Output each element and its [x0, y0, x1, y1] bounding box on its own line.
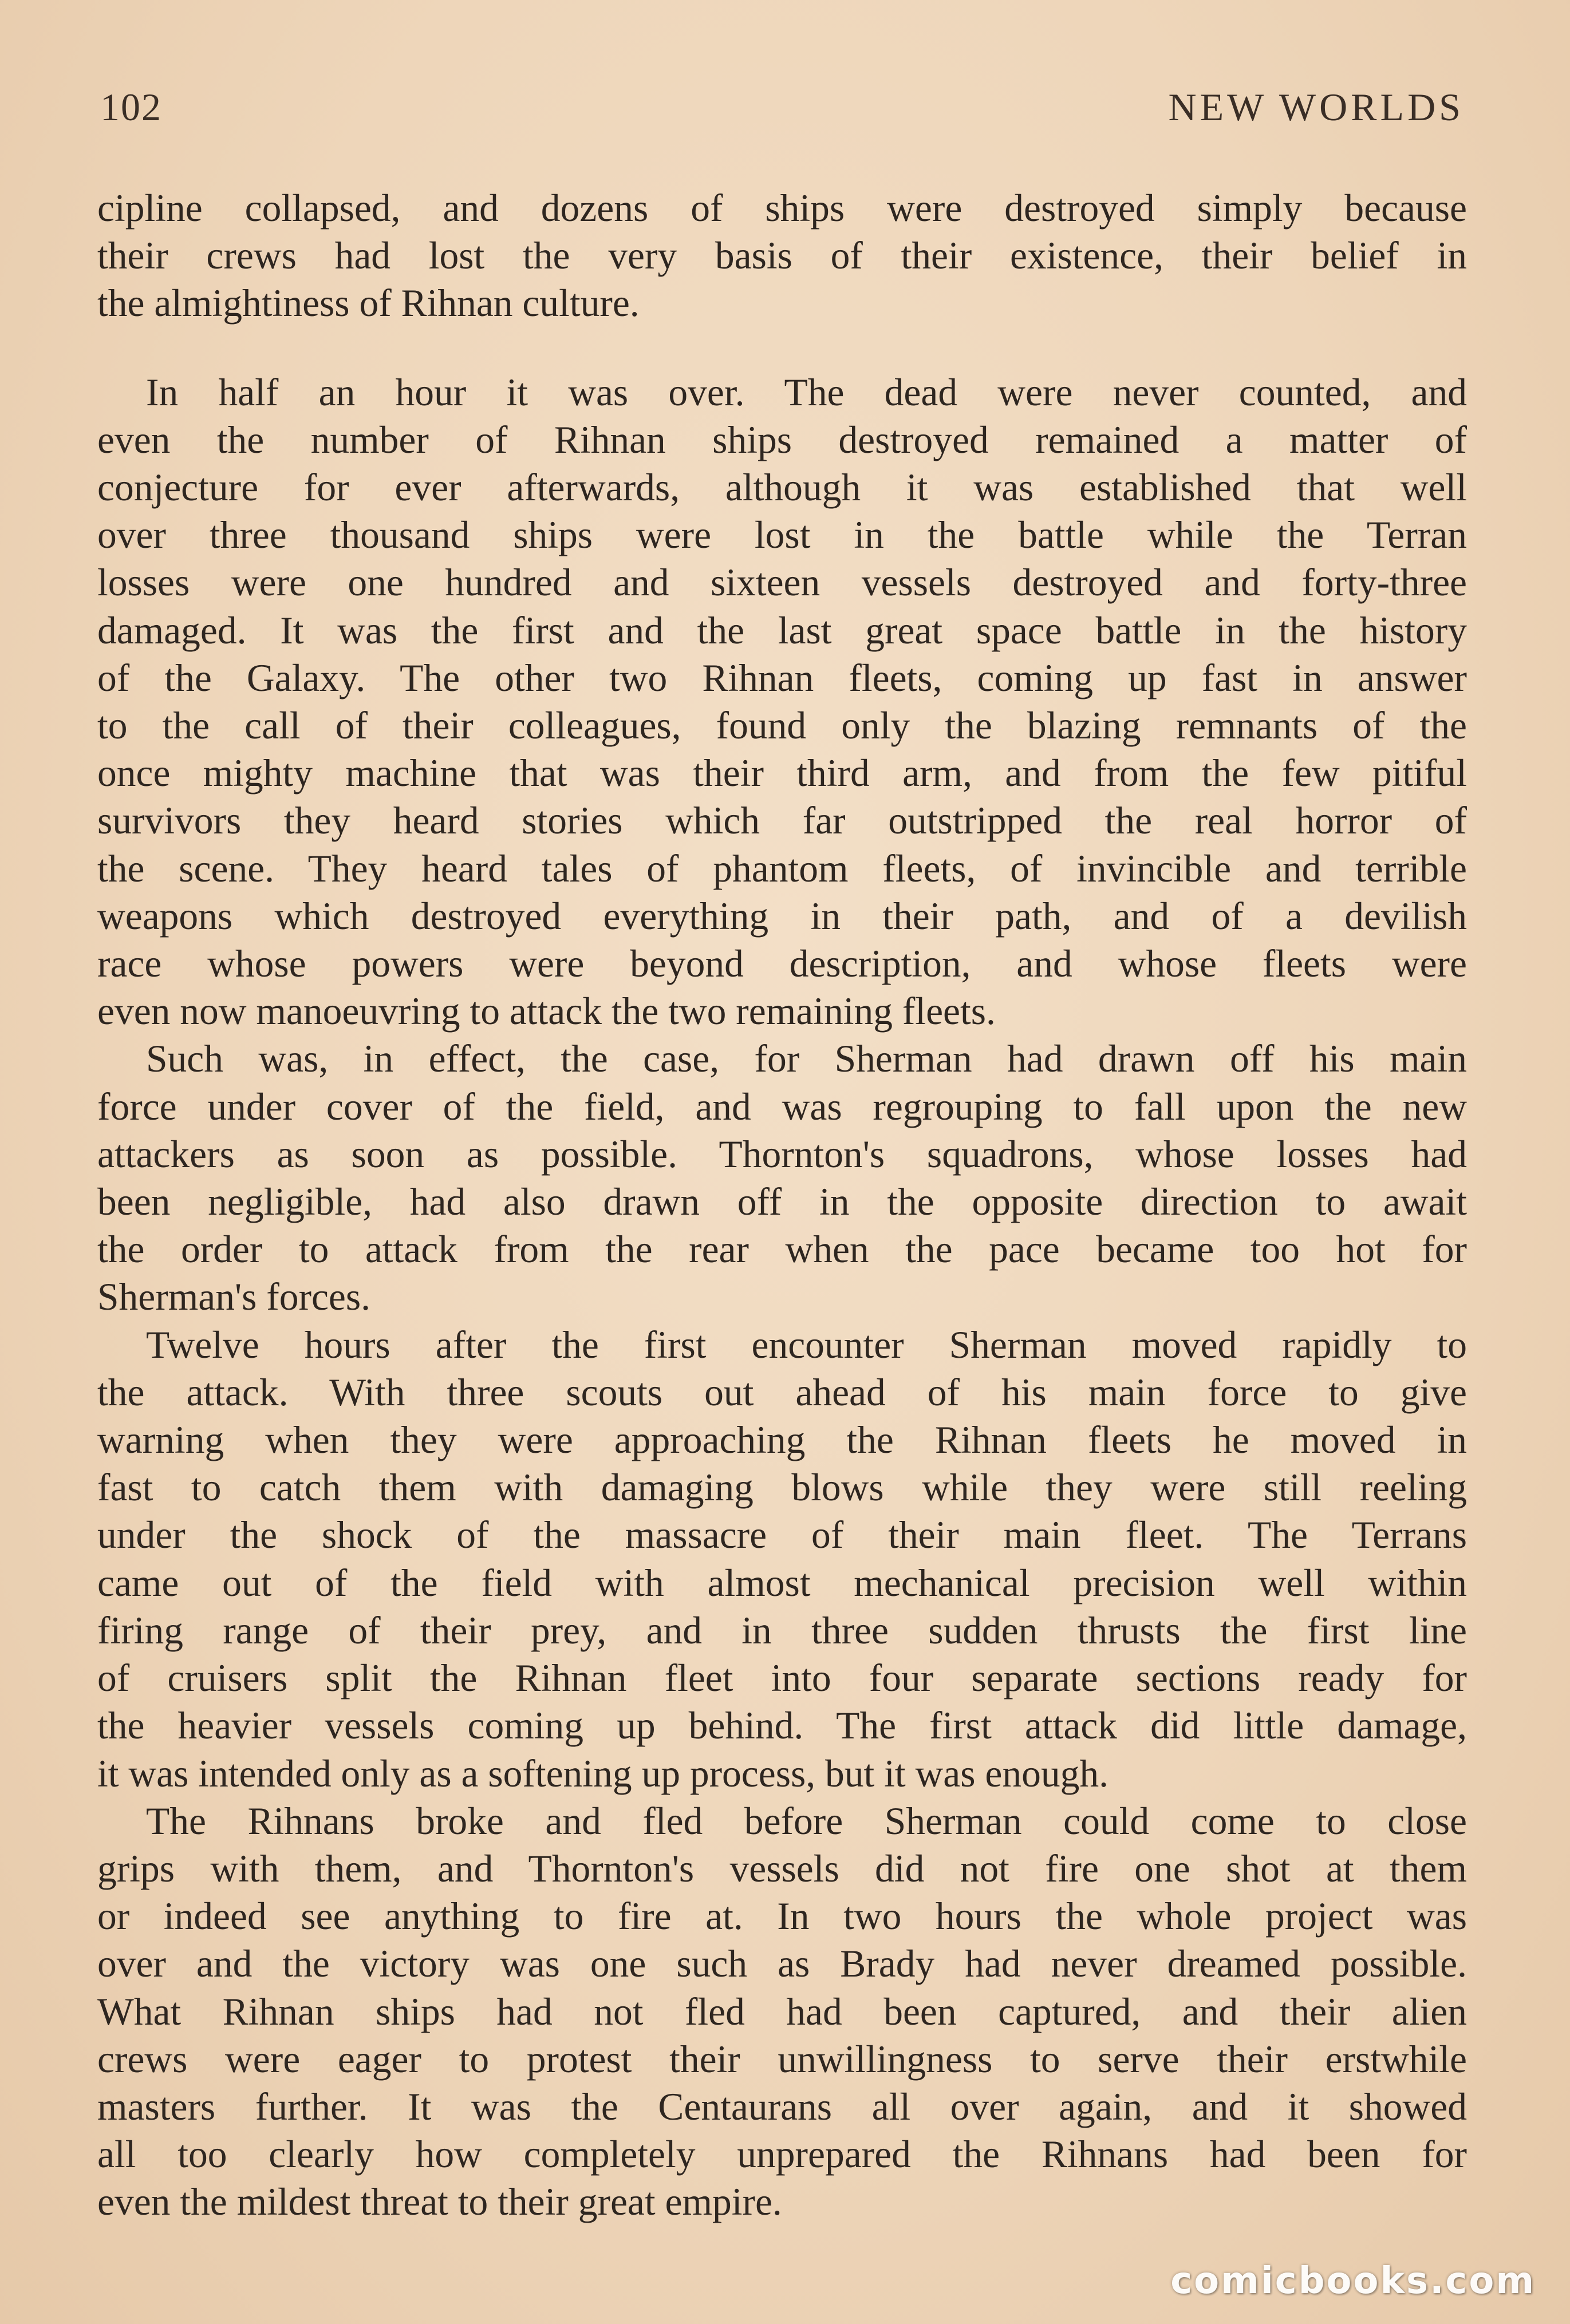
text-line: What Rihnan ships had not fled had been captured, and their alien — [97, 1990, 1467, 2033]
text-line: of the Galaxy. The other two Rihnan fleets, coming up fast in answer — [97, 656, 1467, 699]
paragraph — [97, 369, 1467, 1035]
text-line: firing range of their prey, and in three sudden thrusts the first line — [97, 1608, 1467, 1652]
text-line: came out of the field with almost mechanical precision well within — [97, 1561, 1467, 1604]
paragraph — [97, 1797, 1467, 2226]
text-line: grips with them, and Thornton's vessels did not fire one shot at them — [97, 1847, 1467, 1890]
text-line: once mighty machine that was their third arm, and from the few pitiful — [97, 752, 1467, 795]
page-number: 102 — [100, 85, 162, 129]
site-watermark: comicbooks.com — [1170, 2260, 1536, 2302]
text-line: Such was, in effect, the case, for Sherman had drawn off his main — [146, 1037, 1467, 1081]
text-line: the heavier vessels coming up behind. The first attack did little damage, — [97, 1704, 1467, 1748]
text-line: weapons which destroyed everything in their path, and of a devilish — [97, 894, 1467, 938]
text-line: of cruisers split the Rihnan fleet into four separate sections ready for — [97, 1657, 1467, 1700]
text-line: the scene. They heard tales of phantom fleets, of invincible and terrible — [97, 847, 1467, 890]
text-line: In half an hour it was over. The dead were never counted, and — [146, 370, 1467, 414]
text-line: damaged. It was the first and the last great space battle in the history — [97, 608, 1467, 652]
text-line: it was intended only as a softening up process, but it was enough. — [97, 1752, 1109, 1795]
text-line: The Rihnans broke and fled before Sherman could come to close — [146, 1799, 1467, 1843]
page-header — [100, 85, 1464, 148]
text-line: survivors they heard stories which far outstripped the real horror of — [97, 799, 1467, 843]
body-text — [97, 184, 1467, 2226]
paragraph — [97, 1321, 1467, 1797]
text-line: Sherman's forces. — [97, 1275, 371, 1319]
text-line: losses were one hundred and sixteen vessels destroyed and forty-three — [97, 561, 1467, 604]
text-line: fast to catch them with damaging blows while they were still reeling — [97, 1466, 1467, 1509]
text-line: force under cover of the field, and was regrouping to fall upon the new — [97, 1085, 1467, 1128]
text-line: to the call of their colleagues, found only the blazing remnants of the — [97, 704, 1467, 748]
text-line: crews were eager to protest their unwillingness to serve their erstwhile — [97, 2037, 1467, 2081]
text-line: their crews had lost the very basis of their existence, their belief in — [97, 234, 1467, 278]
text-line: the almightiness of Rihnan culture. — [97, 282, 640, 325]
text-line: attackers as soon as possible. Thornton's squadrons, whose losses had — [97, 1132, 1467, 1176]
text-line: the attack. With three scouts out ahead of his main force to give — [97, 1370, 1467, 1414]
text-line: even now manoeuvring to attack the two remaining fleets. — [97, 990, 996, 1033]
paragraph — [97, 184, 1467, 327]
text-line: under the shock of the massacre of their main fleet. The Terrans — [97, 1513, 1467, 1557]
text-line: over three thousand ships were lost in the battle while the Terran — [97, 513, 1467, 557]
text-line: cipline collapsed, and dozens of ships were destroyed simply because — [97, 187, 1467, 230]
text-line: masters further. It was the Centaurans all over again, and it showed — [97, 2085, 1467, 2128]
text-line: all too clearly how completely unprepared the Rihnans had been for — [97, 2133, 1467, 2176]
text-line: conjecture for ever afterwards, although it was established that well — [97, 466, 1467, 509]
text-line: the order to attack from the rear when the pace became too hot for — [97, 1228, 1467, 1271]
text-line: Twelve hours after the first encounter Sherman moved rapidly to — [146, 1323, 1467, 1366]
paragraph — [97, 1035, 1467, 1321]
paragraph-gap — [97, 327, 1467, 369]
text-line: warning when they were approaching the Rihnan fleets he moved in — [97, 1418, 1467, 1462]
running-head: NEW WORLDS — [1168, 85, 1464, 129]
text-line: over and the victory was one such as Brady had never dreamed possible. — [97, 1942, 1467, 1986]
text-line: race whose powers were beyond description, and whose fleets were — [97, 942, 1467, 986]
text-line: even the mildest threat to their great empire. — [97, 2180, 782, 2224]
text-line: been negligible, had also drawn off in the opposite direction to await — [97, 1180, 1467, 1224]
text-line: even the number of Rihnan ships destroyed remained a matter of — [97, 418, 1467, 461]
text-line: or indeed see anything to fire at. In two hours the whole project was — [97, 1895, 1467, 1938]
